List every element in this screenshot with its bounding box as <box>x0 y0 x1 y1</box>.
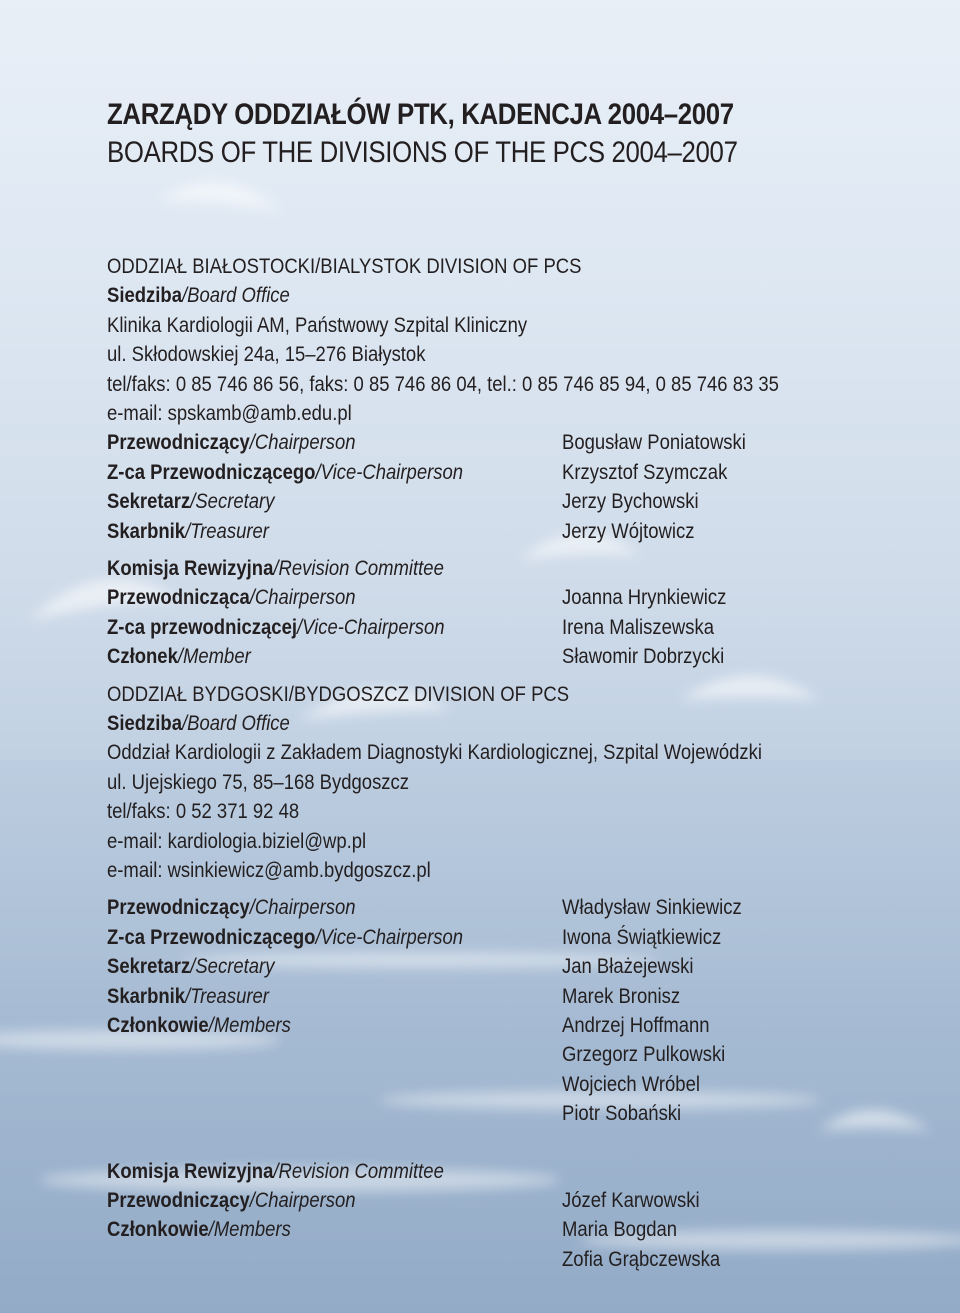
role-en: /Vice-Chairperson <box>315 460 464 484</box>
roster-row <box>107 893 937 922</box>
committee-label-pl: Komisja Rewizyjna <box>107 1159 274 1183</box>
person-name: Krzysztof Szymczak <box>562 460 728 484</box>
contact-line: tel/faks: 0 52 371 92 48 <box>107 800 300 824</box>
roster-row <box>107 923 937 952</box>
person-name: Marek Bronisz <box>562 984 681 1008</box>
person-name: Władysław Sinkiewicz <box>562 896 742 920</box>
committee-roster <box>107 1186 937 1274</box>
role-pl: Członkowie <box>107 1013 209 1037</box>
roster-row <box>107 1099 937 1128</box>
role-pl: Z-ca Przewodniczącego <box>107 460 316 484</box>
person-name: Maria Bogdan <box>562 1218 678 1242</box>
person-name: Zofia Grąbczewska <box>562 1247 721 1271</box>
roster-row <box>107 583 937 612</box>
division-name: ODDZIAŁ BYDGOSKI/BYDGOSZCZ DIVISION OF PCS <box>107 682 570 706</box>
roster-row <box>107 982 937 1011</box>
role-en: /Chairperson <box>249 1188 356 1212</box>
board-roster <box>107 893 937 1128</box>
role-en: /Secretary <box>190 955 275 979</box>
page-content <box>107 96 937 1274</box>
committee-roster <box>107 583 937 671</box>
roster-row <box>107 1040 937 1069</box>
board-office-heading <box>107 709 837 738</box>
person-name: Sławomir Dobrzycki <box>562 645 725 669</box>
role-pl: Przewodniczący <box>107 431 250 455</box>
division-name: ODDZIAŁ BIAŁOSTOCKI/BIALYSTOK DIVISION OF PCS <box>107 255 582 278</box>
board-roster <box>107 428 937 546</box>
revision-committee-heading <box>107 554 837 583</box>
role-pl: Skarbnik <box>107 519 186 543</box>
revision-committee-heading <box>107 1157 837 1186</box>
role-pl: Członek <box>107 645 178 669</box>
person-name: Iwona Świątkiewicz <box>562 925 722 949</box>
roster-row <box>107 517 937 546</box>
roster-row <box>107 1011 937 1040</box>
person-name: Joanna Hrynkiewicz <box>562 586 727 610</box>
page-title-polish: ZARZĄDY ODDZIAŁÓW PTK, KADENCJA 2004–2007 <box>107 98 734 131</box>
role-en: /Chairperson <box>249 431 356 455</box>
person-name: Andrzej Hoffmann <box>562 1013 710 1037</box>
office-label-pl: Siedziba <box>107 284 182 308</box>
person-name: Józef Karwowski <box>562 1188 700 1212</box>
role-en: /Chairperson <box>249 896 356 920</box>
roster-row <box>107 428 937 457</box>
division-bydgoszcz <box>107 680 937 1275</box>
address-line: Klinika Kardiologii AM, Państwowy Szpital Kliniczny <box>107 313 528 337</box>
person-name: Piotr Sobański <box>562 1102 682 1126</box>
roster-row <box>107 613 937 642</box>
roster-row <box>107 1245 937 1274</box>
roster-row <box>107 952 937 981</box>
page-title-english: BOARDS OF THE DIVISIONS OF THE PCS 2004–2007 <box>107 136 738 169</box>
role-en: /Treasurer <box>185 984 269 1008</box>
roster-row <box>107 1215 937 1244</box>
role-pl: Z-ca przewodniczącej <box>107 615 297 639</box>
role-en: /Member <box>177 645 251 669</box>
address-line: ul. Ujejskiego 75, 85–168 Bydgoszcz <box>107 770 410 794</box>
role-pl: Z-ca Przewodniczącego <box>107 925 316 949</box>
role-pl: Przewodnicząca <box>107 586 250 610</box>
roster-row <box>107 487 937 516</box>
role-en: /Members <box>208 1013 291 1037</box>
role-pl: Sekretarz <box>107 490 191 514</box>
board-office-heading <box>107 281 837 310</box>
role-pl: Skarbnik <box>107 984 186 1008</box>
person-name: Irena Maliszewska <box>562 615 715 639</box>
roster-row <box>107 642 937 671</box>
role-en: /Chairperson <box>249 586 356 610</box>
email-line: e-mail: spskamb@amb.edu.pl <box>107 402 352 426</box>
role-en: /Vice-Chairperson <box>296 615 445 639</box>
role-en: /Members <box>208 1218 291 1242</box>
email-line: e-mail: wsinkiewicz@amb.bydgoszcz.pl <box>107 859 431 883</box>
person-name: Grzegorz Pulkowski <box>562 1043 726 1067</box>
roster-row <box>107 1070 937 1099</box>
email-line: e-mail: kardiologia.biziel@wp.pl <box>107 829 367 853</box>
role-pl: Przewodniczący <box>107 1188 250 1212</box>
role-en: /Secretary <box>190 490 275 514</box>
roster-row <box>107 1186 937 1215</box>
role-pl: Członkowie <box>107 1218 209 1242</box>
contact-line: tel/faks: 0 85 746 86 56, faks: 0 85 746 86 04, tel.: 0 85 746 85 94, 0 85 746 83 35 <box>107 372 779 396</box>
role-en: /Vice-Chairperson <box>315 925 464 949</box>
address-line: ul. Skłodowskiej 24a, 15–276 Białystok <box>107 343 426 367</box>
office-label-pl: Siedziba <box>107 711 182 735</box>
role-pl: Przewodniczący <box>107 896 250 920</box>
office-label-en: /Board Office <box>181 711 290 735</box>
roster-row <box>107 458 937 487</box>
division-bialystok <box>107 252 937 672</box>
person-name: Jerzy Bychowski <box>562 490 699 514</box>
committee-label-en: /Revision Committee <box>273 557 444 580</box>
committee-label-en: /Revision Committee <box>273 1159 444 1183</box>
person-name: Jan Błażejewski <box>562 955 694 979</box>
person-name: Bogusław Poniatowski <box>562 431 746 455</box>
address-line: Oddział Kardiologii z Zakładem Diagnostyki Kardiologicznej, Szpital Wojewódzki <box>107 741 762 765</box>
role-en: /Treasurer <box>185 519 269 543</box>
office-label-en: /Board Office <box>181 284 290 308</box>
person-name: Wojciech Wróbel <box>562 1072 700 1096</box>
committee-label-pl: Komisja Rewizyjna <box>107 557 274 580</box>
person-name: Jerzy Wójtowicz <box>562 519 695 543</box>
role-pl: Sekretarz <box>107 955 191 979</box>
